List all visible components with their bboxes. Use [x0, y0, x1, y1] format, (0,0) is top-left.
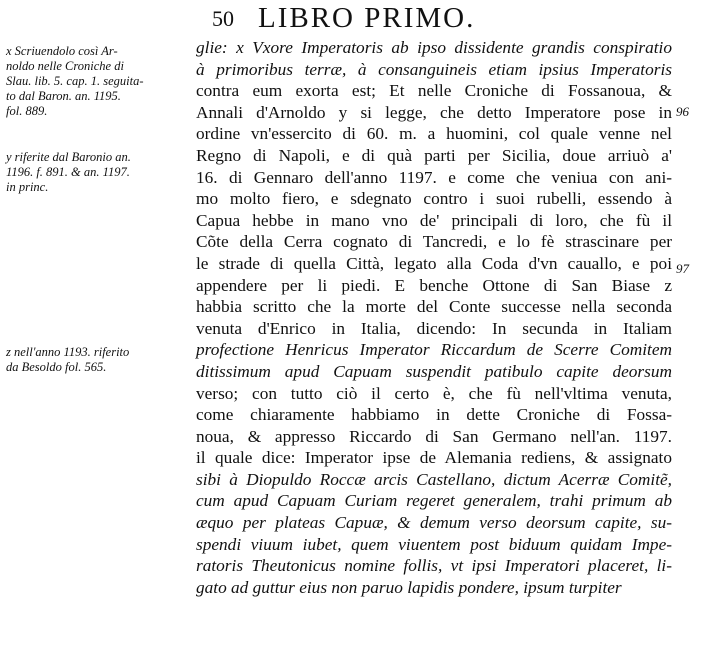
- text-line: appendere per li piedi. E benche Ottone di San Biase z: [196, 275, 672, 295]
- marginal-note-y: [6, 150, 182, 195]
- marginal-note-x: [6, 44, 182, 119]
- text-line: æquo per plateas Capuæ, & demum verso deorsum capite, su-: [196, 513, 672, 533]
- note-line: noldo nelle Croniche di: [6, 59, 124, 73]
- text-line: glie: x Vxore Imperatoris ab ipso dissidente grandis conspiratio: [196, 38, 672, 57]
- page-number: 50: [212, 6, 234, 31]
- note-line: 1196. f. 891. & an. 1197.: [6, 165, 130, 179]
- text-line: à primoribus terræ, à consanguineis etiam ipsius Imperatoris: [196, 59, 672, 79]
- text-line: habbia scritto che la morte del Conte successe nella seconda: [196, 297, 672, 317]
- text-line: le strade di quella Città, legato alla Coda d'vn cauallo, e poi: [196, 253, 672, 273]
- text-line: il quale dice: Imperator ipse de Alemania rediens, & assignato: [196, 448, 672, 468]
- text-line: Annali d'Arnoldo y si legge, che detto Imperatore pose in: [196, 102, 672, 122]
- text-line: venuta d'Enrico in Italia, dicendo: In secunda in Italiam: [196, 318, 672, 338]
- margin-page-number: 96: [676, 104, 689, 119]
- note-line: in princ.: [6, 180, 49, 194]
- note-line: y riferite dal Baronio an.: [6, 150, 131, 164]
- text-line: sibi à Diopuldo Roccæ arcis Castellano, dictum Acerræ Comitẽ,: [196, 469, 672, 489]
- running-title: LIBRO PRIMO.: [258, 2, 476, 34]
- text-line: mo molto fiero, e sdegnato contro i suoi rubelli, essendo à: [196, 189, 672, 209]
- text-line: contra eum exorta est; Et nelle Croniche di Fossanoua, &: [196, 81, 672, 101]
- text-line: profectione Henricus Imperator Riccardum de Scerre Comitem: [196, 340, 672, 360]
- text-line: spendi viuum iubet, quem viuentem post biduum quidam Impe-: [196, 534, 672, 554]
- text-line: Regno di Napoli, e di quà parti per Sicilia, doue arriuò a': [196, 145, 672, 165]
- page-header: [0, 2, 702, 42]
- note-line: da Besoldo fol. 565.: [6, 360, 107, 374]
- note-line: fol. 889.: [6, 104, 48, 118]
- text-line: come chiaramente habbiamo in dette Croniche di Fossa-: [196, 405, 672, 425]
- text-line: Cõte della Cerra cognato di Tancredi, e lo fè strascinare per: [196, 232, 672, 252]
- margin-page-number: 97: [676, 261, 689, 276]
- text-line: noua, & appresso Riccardo di San Germano nell'an. 1197.: [196, 426, 672, 446]
- text-line: Capua hebbe in mano vno de' principali di loro, che fù il: [196, 210, 672, 230]
- text-line: ordine vn'essercito di 60. m. a huomini, col quale venne nel: [196, 124, 672, 144]
- text-line: cum apud Capuam Curiam regeret generalem, trahi primum ab: [196, 491, 672, 511]
- text-line: ditissimum apud Capuam suspendit patibulo capite deorsum: [196, 361, 672, 381]
- text-line: 16. di Gennaro dell'anno 1197. e come che veniua con ani-: [196, 167, 672, 187]
- text-line: ratoris Theutonicus nomine follis, vt ipsi Imperatori placeret, li-: [196, 556, 672, 576]
- note-line: Slau. lib. 5. cap. 1. seguita-: [6, 74, 144, 88]
- note-line: to dal Baron. an. 1195.: [6, 89, 121, 103]
- note-line: z nell'anno 1193. riferito: [6, 345, 130, 359]
- note-line: x Scriuendolo così Ar-: [6, 44, 118, 58]
- text-line: verso; con tutto ciò il certo è, che fù nell'vltima venuta,: [196, 383, 672, 403]
- marginal-note-z: [6, 345, 182, 375]
- text-line: gato ad guttur eius non paruo lapidis pondere, ipsum turpiter: [196, 577, 622, 597]
- main-text: [196, 37, 672, 598]
